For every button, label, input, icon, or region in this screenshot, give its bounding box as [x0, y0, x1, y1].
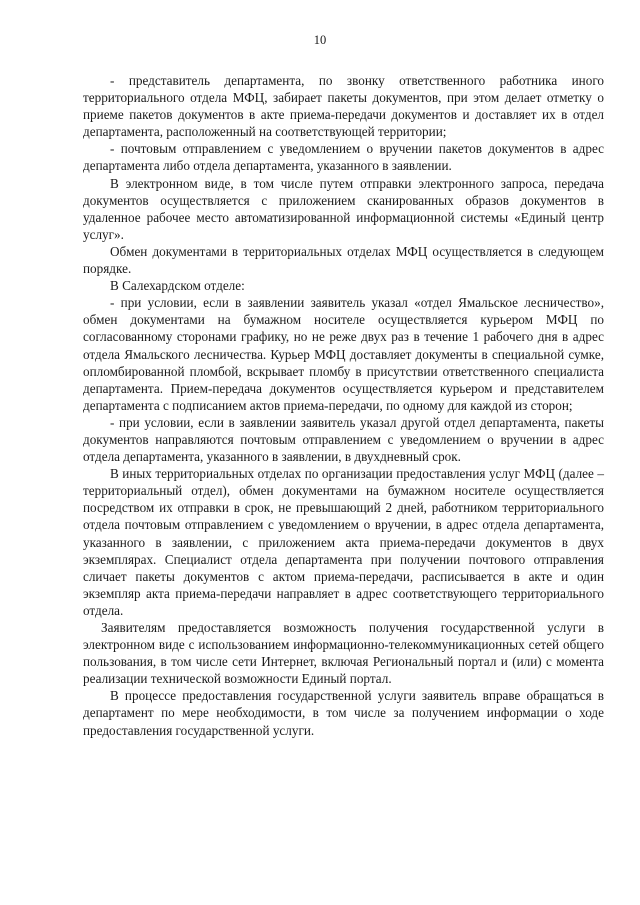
- paragraph-department-representative: - представитель департамента, по звонку ответственного работника иного территориального отдела МФЦ, забирает пакеты документов, при этом делает отметку о приеме пакетов документов в акте приема-передачи документов и доставляет их в отдел департамента, расположенный на соответствующей территории;: [83, 73, 604, 140]
- paragraph-status-inquiry: В процессе предоставления государственной услуги заявитель вправе обращаться в департамент по мере необходимости, в том числе за получением информации о ходе предоставления государственной услуги.: [83, 688, 604, 738]
- paragraph-other-territorial-offices: В иных территориальных отделах по организации предоставления услуг МФЦ (далее – территориальный отдел), обмен документами на бумажном носителе осуществляется посредством их отправки в срок, не превышающий 2 дней, работником территориального отдела почтовым отправлением с уведомлением о вручении, в адрес отдела департамента, указанного в заявлении, с приложением акта приема-передачи документов в двух экземплярах. Специалист отдела департамента при получении почтового отправления сличает пакеты документов с актом приема-передачи, расписывается в акте и один экземпляр акта приема-передачи направляет в адрес соответствующего территориального отдела.: [83, 466, 604, 618]
- paragraph-other-office-postal: - при условии, если в заявлении заявитель указал другой отдел департамента, пакеты документов направляются почтовым отправлением с уведомлением о вручении в адрес отдела департамента, указанного в заявлении, в двухдневный срок.: [83, 414, 604, 465]
- paragraph-electronic-service: Заявителям предоставляется возможность получения государственной услуги в электронном виде с использованием информационно-телекоммуникационных сетей общего пользования, в том числе сети Интернет, включая Региональный портал и (или) с момента реализации технической возможности Единый портал.: [83, 620, 604, 687]
- body-text: [83, 72, 604, 739]
- paragraph-exchange-order: Обмен документами в территориальных отделах МФЦ осуществляется в следующем порядке.: [83, 243, 604, 277]
- paragraph-yamal-forestry-courier: - при условии, если в заявлении заявитель указал «отдел Ямальское лесничество», обмен документами на бумажном носителе осуществляется курьером МФЦ по согласованному сторонами графику, но не реже двух раз в течение 1 рабочего дня в адрес отдела Ямальского лесничества. Курьер МФЦ доставляет документы в специальной сумке, опломбированной пломбой, вскрывает пломбу в присутствии ответственного специалиста департамента. Прием-передача документов осуществляется курьером и представителем департамента с подписанием актов приема-передачи, по одному для каждой из сторон;: [83, 295, 604, 413]
- page-number: 10: [313, 33, 327, 47]
- paragraph-postal-delivery: - почтовым отправлением с уведомлением о вручении пакетов документов в адрес департамента либо отдела департамента, указанного в заявлении.: [83, 141, 604, 174]
- paragraph-electronic-transfer: В электронном виде, в том числе путем отправки электронного запроса, передача документов осуществляется с приложением сканированных образов документов в удаленное рабочее место автоматизированной информационной системы «Единый центр услуг».: [83, 175, 604, 242]
- paragraph-salekhard-office: В Салехардском отделе:: [110, 278, 245, 294]
